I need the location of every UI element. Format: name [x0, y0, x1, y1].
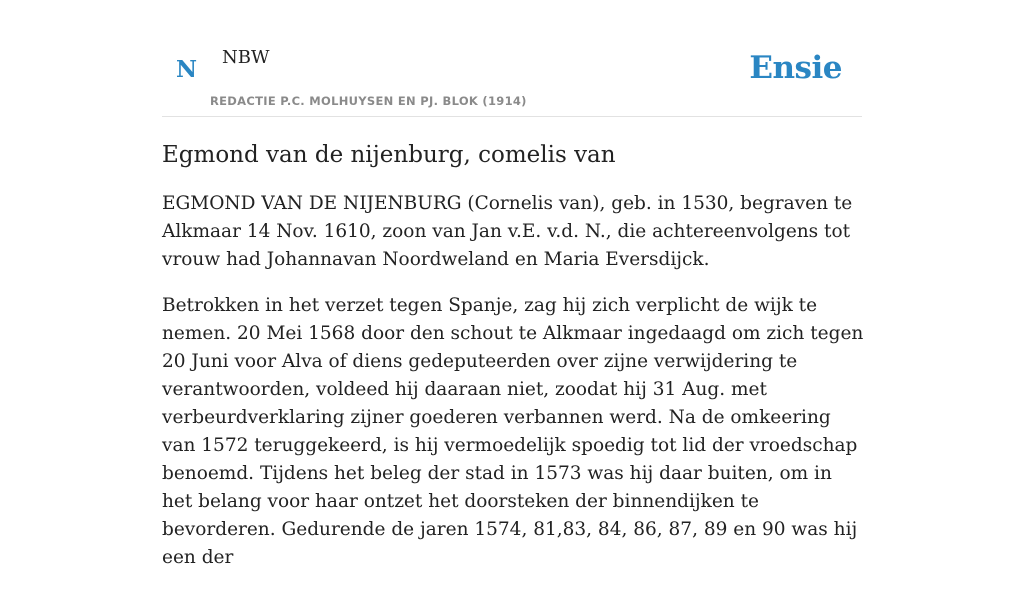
source-logo-icon[interactable]: N [176, 56, 198, 83]
brand-logo[interactable]: Ensie [749, 50, 842, 86]
source-subtitle: REDACTIE P.C. MOLHUYSEN EN PJ. BLOK (1914) [210, 94, 527, 108]
article-title: Egmond van de nijenburg, comelis van [162, 142, 616, 168]
source-title[interactable]: NBW [222, 47, 270, 68]
article-paragraph: Betrokken in het verzet tegen Spanje, zag hij zich verplicht de wijk te nemen. 20 Mei 1568 door den schout te Alkmaar ingedaagd om zich tegen 20 Juni voor Alva of diens gedeputeerden over zijne verwijdering te verantwoorden, voldeed hij daaraan niet, zoodat hij 31 Aug. met verbeurdverklaring zijner goederen verbannen werd. Na de omkeering van 1572 teruggekeerd, is hij vermoedelijk spoedig tot lid der vroedschap benoemd. Tijdens het beleg der stad in 1573 was hij daar buiten, om in het belang voor haar ontzet het doorsteken der binnendijken te bevorderen. Gedurende de jaren 1574, 81,83, 84, 86, 87, 89 en 90 was hij een der [162, 295, 864, 568]
article-paragraph: EGMOND VAN DE NIJENBURG (Cornelis van), geb. in 1530, begraven te Alkmaar 14 Nov. 1610, zoon van Jan v.E. v.d. N., die achtereenvolgens tot vrouw had Johannavan Noordweland en Maria Eversdijck. [162, 193, 853, 270]
article-body [162, 138, 864, 590]
site-header [162, 0, 862, 117]
